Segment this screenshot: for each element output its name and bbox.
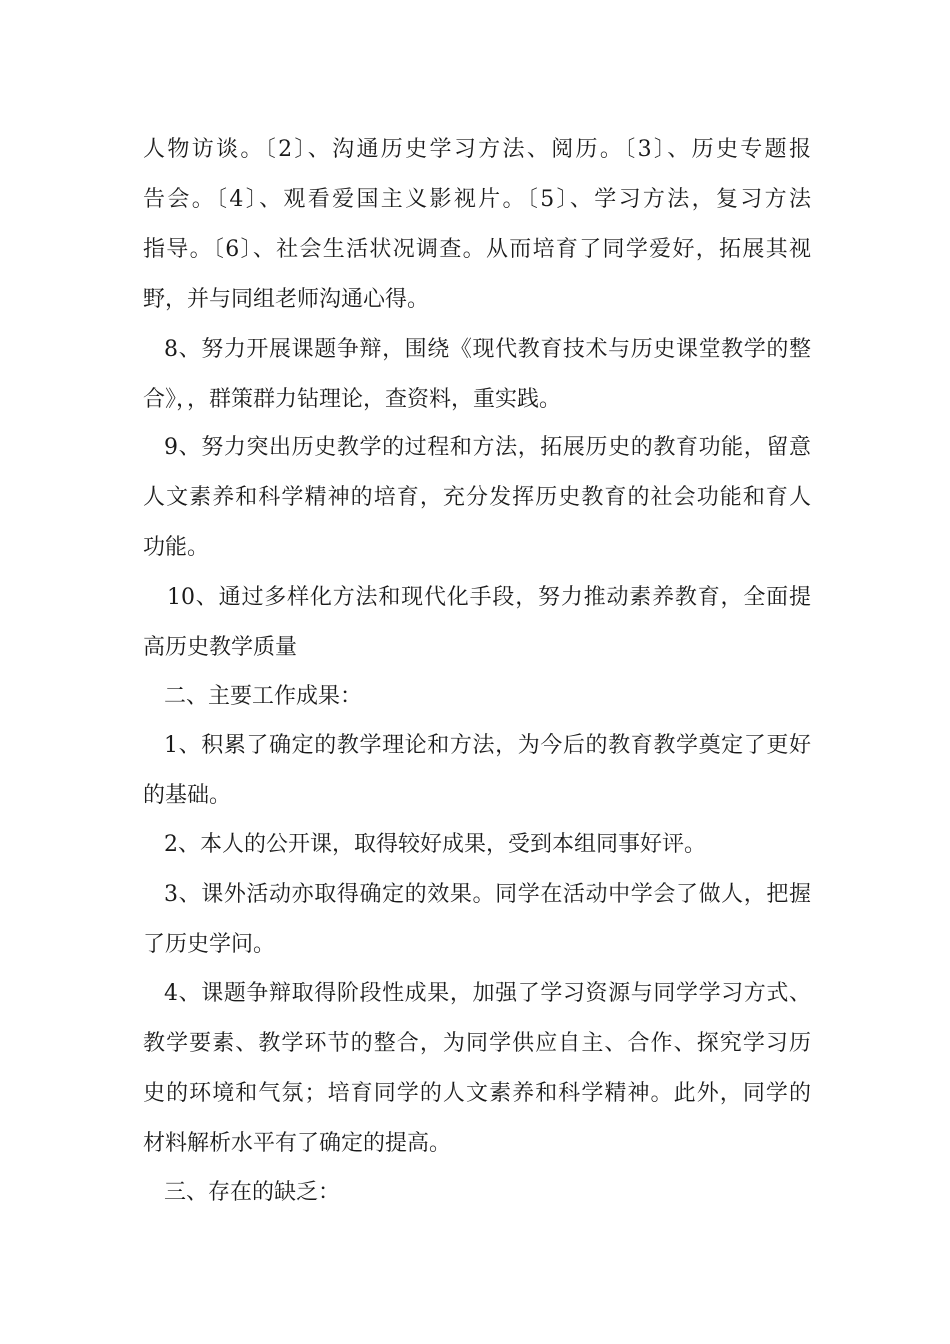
text-line: 教学要素、教学环节的整合，为同学供应自主、合作、探究学习历 [143,1031,811,1056]
text-line: 2、本人的公开课，取得较好成果，受到本组同事好评。 [164,832,706,857]
text-line: 4、课题争辩取得阶段性成果，加强了学习资源与同学学习方式、 [164,981,811,1006]
text-line: 功能。 [143,535,210,560]
text-line: 人物访谈。〔2〕、沟通历史学习方法、阅历。〔3〕、历史专题报 [143,137,811,162]
paragraph-result-3 [143,870,811,970]
text-line: 9、努力突出历史教学的过程和方法，拓展历史的教育功能，留意 [164,435,811,460]
paragraph-result-1 [143,721,811,821]
text-line: 8、努力开展课题争辩，围绕《现代教育技术与历史课堂教学的整 [164,337,811,362]
text-line: 高历史教学质量 [143,635,298,660]
text-line: 3、课外活动亦取得确定的效果。同学在活动中学会了做人，把握 [164,882,811,907]
text-line: 了历史学问。 [143,932,276,957]
text-line: 指导。〔6〕、社会生活状况调查。从而培育了同学爱好，拓展其视 [143,237,811,262]
paragraph-result-4 [143,969,811,1169]
section-heading: 三、存在的缺乏： [164,1180,341,1205]
text-line: 的基础。 [143,783,232,808]
paragraph-result-2 [143,820,811,870]
paragraph-item-10 [143,573,811,673]
section-heading: 二、主要工作成果： [164,684,363,709]
paragraph-item-9 [143,423,811,573]
section-heading-results [143,672,811,722]
paragraph-activities [143,125,811,325]
text-line: 史的环境和气氛；培育同学的人文素养和科学精神。此外，同学的 [143,1081,811,1106]
text-line: 材料解析水平有了确定的提高。 [143,1131,452,1156]
text-line: 野，并与同组老师沟通心得。 [143,287,430,312]
text-line: 合》，，群策群力钻理论，查资料，重实践。 [143,387,562,412]
text-line: 人文素养和科学精神的培育，充分发挥历史教育的社会功能和育人 [143,485,811,510]
section-heading-shortcomings [143,1168,811,1218]
paragraph-item-8 [143,325,811,425]
text-line: 10、通过多样化方法和现代化手段，努力推动素养教育，全面提 [167,585,811,610]
text-line: 告会。〔4〕、观看爱国主义影视片。〔5〕、学习方法，复习方法 [143,187,811,212]
text-line: 1、积累了确定的教学理论和方法，为今后的教育教学奠定了更好 [164,733,811,758]
